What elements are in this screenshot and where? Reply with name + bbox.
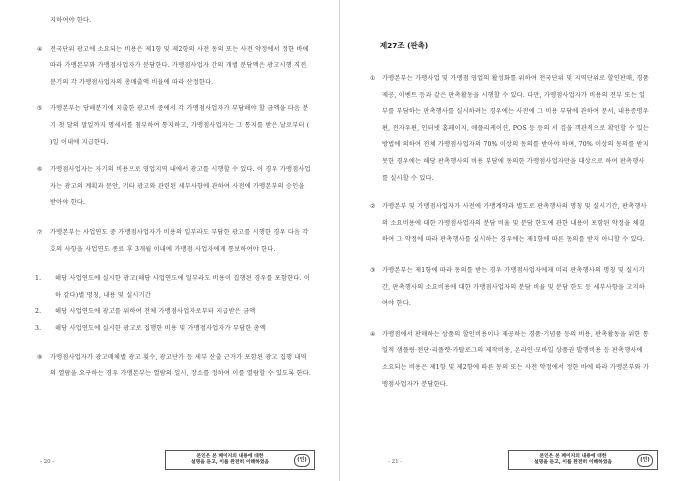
paragraph-number: ② [370,203,376,211]
list-item [35,304,312,321]
right-page [340,0,680,481]
list-text: 해당 사업연도에 실시한 광고로 집행한 비용 및 가맹점사업자가 부담한 총액 [55,324,266,332]
paragraph-text: 전국단위 광고에 소요되는 비용은 제1항 및 제2항의 사전 동의 또는 사전 약정에서 정한 바에 따라 가맹본부와 가맹점사업자가 분담한다. 가맹점사업자 간의 개별 분담액은 광고시행 직전 분기의 각 가맹점사업자의 총매출액 비율에 따라 산정한다. [50,45,309,86]
confirmation-stamp-left [165,450,315,470]
paragraph-7 [37,225,312,258]
paragraph-number: ⑧ [37,353,43,361]
item-list [35,271,312,337]
stamp-line-2: 설명을 듣고, 이를 완전히 이해하였음 [533,460,612,465]
paragraph-number: ⑥ [37,166,43,174]
list-number: 2. [35,308,42,316]
list-item [35,271,312,304]
list-item [35,321,312,338]
stamp-line-2: 설명을 듣고, 이를 완전히 이해하였음 [190,460,269,465]
stamp-line-1: 본인은 본 페이지의 내용에 대한 [539,453,607,459]
paragraph-text: 가맹점사업자는 자기의 비용으로 영업지역 내에서 광고를 시행할 수 있다. 이 경우 가맹점사업자는 광고의 계획과 문안, 기타 광고와 관련된 세부사항에 관하여 사전에 가맹본부의 승인을 받아야 한다. [50,166,311,207]
paragraph-text: 가맹점에서 판매하는 상품의 할인비용이나 제공하는 경품·기념품 등의 비용, 판촉활동을 위한 통일적 샘플링·전단·리플렛·카탈로그의 제작비용, 온라인·모바일 상품권 발행비용 등 판촉행사에 소요되는 비용은 제1항 및 제2항에 따른 동의 또는 사전 약정에서 정한 바에 따라 가맹본부와 가맹점사업자가 분담한다. [382,330,650,388]
paragraph-number: ④ [370,330,376,338]
list-text: 해당 사업연도에 실시한 광고(해당 사업연도에 일부라도 비용이 집행된 경우를 포함한다. 이하 같다)별 명칭, 내용 및 실시기간 [55,275,311,299]
top-fragment: 지하여야 한다. [50,17,92,24]
article-title: 제27조 (판촉) [380,41,429,50]
list-text: 해당 사업연도에 광고를 위하여 전체 가맹점사업자로부터 지급받은 금액 [55,308,256,316]
paragraph-2 [370,199,650,249]
paragraph-6 [37,162,312,212]
page-number-left: - 20 - [40,459,55,465]
list-number: 3. [35,324,42,332]
paragraph-text: 가맹본부는 제1항에 따라 동의를 받는 경우 가맹점사업자에게 미리 판촉행사의 명칭 및 실시기간, 판촉행사의 소요비용에 대한 가맹점사업자의 분담 비율 및 분담 한도 등 세부사항을 고지하여야 한다. [382,266,645,308]
paragraph-text: 가맹본부는 가맹사업 및 가맹점 영업의 활성화를 위하여 전국단위 및 지역단위로 할인판매, 경품제공, 이벤트 등과 같은 판촉활동을 시행할 수 있다. 다만, 가맹점사업자가 비용의 전부 또는 일부를 부담하는 판촉행사를 실시하려는 경우에는 사전에 그 비용 부담에 관하여 문서, 내용증명우편, 전자우편, 인터넷 홈페이지, 애플리케이션, POS 등 등의 서 검을 객관적으로 확인할 수 있는 방법에 의하여 전체 가맹점사업자의 70% 이상의 동의를 받아야 하며, 70% 이상의 동의를 받지 못한 경우에는 해당 판촉행사의 비용 부담에 동의한 가맹점사업자만을 대상으로 하여 판촉행사를 실시할 수 있다. [382,75,650,182]
list-number: 1. [35,275,42,283]
paragraph-1 [370,71,650,187]
paragraph-8 [37,350,312,383]
paragraph-5 [37,101,312,151]
paragraph-number: ⑦ [37,228,43,236]
paragraph-text: 가맹본부는 당해분기에 지출한 광고비 중에서 각 가맹점사업자가 부담해야 할 금액을 다음 분기 첫 달의 말일까지 명세서를 첨부하여 통지하고, 가맹점사업자는 그 통지를 받은 날로부터 ( )일 이내에 지급한다. [50,105,310,146]
paragraph-text: 가맹본부는 사업연도 중 가맹점사업자가 비용의 일부라도 부담한 광고를 시행한 경우 다음 각 호의 사항을 사업연도 종료 후 3개월 이내에 가맹점 사업자에게 통보하여야 한다. [50,228,309,253]
paragraph-3 [370,263,650,313]
paragraph-number: ③ [370,266,376,274]
page-number-right: - 21 - [388,459,403,465]
paragraph-number: ① [370,75,376,82]
paragraph-number: ⑤ [37,105,43,113]
confirmation-stamp-right [508,450,658,470]
stamp-text [170,454,290,467]
paragraph-text: 가맹본부 및 가맹점사업자가 사전에 가맹계약과 별도로 판촉행사의 명칭 및 실시기간, 판촉행사의 소요비용에 대한 가맹점사업자의 분담 비율 및 분담 한도에 관한 내용이 포함된 약정을 체결하여 그 약정에 따라 판촉행사를 실시하는 경우에는 제1항에 따른 동의를 받지 아니할 수 있다. [382,203,647,244]
stamp-text [513,454,633,467]
stamp-line-1: 본인은 본 페이지의 내용에 대한 [196,453,264,459]
seal-mark: (인) [294,454,310,467]
paragraph-text: 가맹점사업자가 광고매체별 광고 횟수, 광고단가 등 세부 산출 근거가 포함된 광고 집행 내역의 열람을 요구하는 경우 가맹본부는 열람의 일시, 장소를 정하여 이를 열람할 수 있도록 한다. [50,353,312,378]
seal-mark: (인) [637,454,653,467]
paragraph-4 [370,327,650,393]
paragraph-4 [37,42,312,92]
paragraph-number: ④ [37,45,43,53]
